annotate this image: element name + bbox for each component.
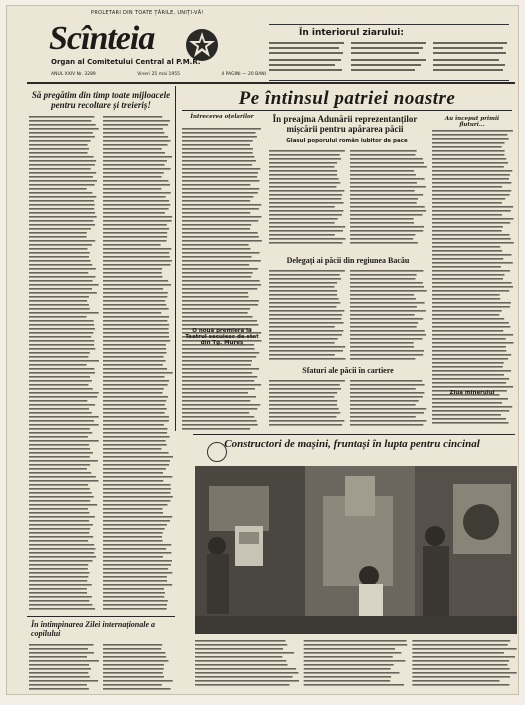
oțelari-headline: Întrecerea oțelarilor (190, 114, 254, 120)
factory-photo (195, 466, 517, 634)
peace-assembly-text (269, 148, 427, 248)
photo-caption-text (195, 638, 517, 688)
inside-rule-top (269, 24, 509, 25)
inside-rule-bottom (269, 80, 509, 81)
inside-title: În interiorul ziarului: (299, 28, 404, 38)
peace-assembly-subhead: Glasul poporului român iubitor de pace (286, 138, 408, 144)
masthead-rule (27, 82, 515, 84)
left-column-text (29, 114, 173, 614)
photo-feature-rule (193, 434, 515, 435)
issue-price: 4 PAGINI — 20 BANI (221, 72, 266, 77)
right-top-headline: Au început primii fluturi... (444, 116, 500, 128)
peace-councils-text (269, 378, 427, 430)
left-bottom-headline: În întîmpinarea Zilei internaționale a copilului (31, 620, 156, 638)
left-bottom-text (29, 642, 173, 692)
masthead-organ: Organ al Comitetului Central al P.M.R. (51, 58, 201, 66)
workers-headline: Constructori de mașini, fruntași în lupta pentru cincinal (224, 438, 480, 450)
column-rule-1 (175, 86, 176, 431)
main-headline-rule (182, 110, 512, 111)
newspaper-page (6, 5, 519, 695)
issue-meta (51, 72, 266, 77)
peace-councils-headline: Sfaturi ale păcii în cartiere (302, 366, 394, 375)
delegates-text (269, 268, 427, 363)
issue-date: Vineri 25 mai 1955 (137, 72, 180, 77)
star-emblem-icon (185, 28, 219, 62)
peace-assembly-headline: În preajma Adunării reprezentanților mișcării pentru apărarea păcii (272, 114, 418, 134)
masthead-title: Scînteia (49, 20, 155, 57)
column-2-text (182, 126, 262, 431)
main-headline: Pe întinsul patriei noastre (238, 88, 456, 109)
left-top-headline: Să pregătim din timp toate mijloacele pentru recoltare și treieriș! (31, 90, 171, 110)
delegates-headline: Delegați ai păcii din regiunea Bacău (286, 256, 410, 265)
right-bottom-headline: Ziua minerului (449, 390, 495, 396)
masthead-slogan: PROLETARI DIN TOATE ȚĂRILE, UNIȚI-VĂ! (91, 10, 204, 16)
issue-number: ANUL XXIV Nr. 3289 (51, 72, 96, 77)
inside-summary-text (269, 40, 509, 78)
left-bottom-rule (27, 616, 175, 617)
column-right-text (432, 128, 514, 428)
theatre-headline: O nouă premieră la Teatrul secuiesc de stat din Tg. Mureș (185, 328, 259, 346)
